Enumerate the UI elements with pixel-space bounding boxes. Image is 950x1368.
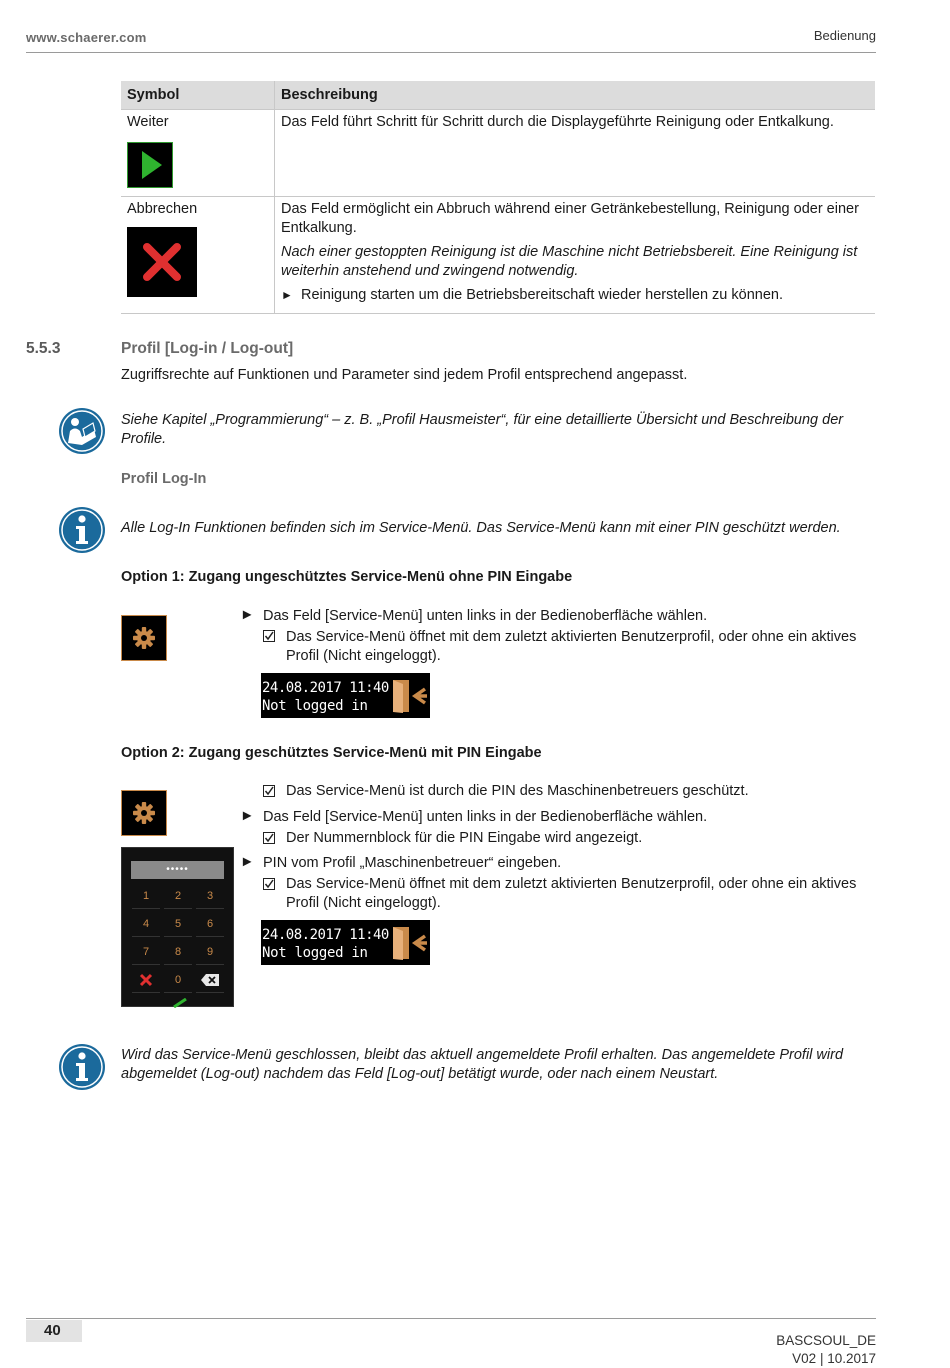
step-arrow-icon: ►	[240, 607, 255, 623]
cancel-x-icon	[127, 227, 197, 297]
step-arrow-icon: ►	[240, 854, 255, 870]
service-menu-gear-icon	[121, 790, 167, 836]
status-datetime: 24.08.2017 11:40	[262, 927, 389, 943]
info-note-login: Alle Log-In Funktionen befinden sich im Service-Menü. Das Service-Menü kann mit einer PIN geschützt werden.	[121, 520, 841, 536]
keypad-key-0: 0	[164, 968, 192, 993]
doc-version: V02 | 10.2017	[792, 1351, 876, 1366]
doc-code: BASCSOUL_DE	[776, 1333, 876, 1348]
symbol-table	[121, 81, 875, 314]
keypad-key-9: 9	[196, 940, 224, 965]
table-row	[121, 110, 875, 197]
manual-note: Siehe Kapitel „Programmierung“ – z. B. „Profil Hausmeister“, für eine detaillierte Übersicht und Beschreibung der Profile.	[121, 412, 844, 447]
footer-divider	[26, 1318, 876, 1319]
manual-reader-icon	[58, 407, 106, 455]
document-id	[776, 1332, 876, 1368]
login-door-icon	[389, 924, 429, 962]
status-text: Not logged in	[262, 945, 368, 961]
status-datetime: 24.08.2017 11:40	[262, 680, 389, 696]
play-next-icon	[127, 142, 173, 188]
description-abbrechen-note: Nach einer gestoppten Reinigung ist die Maschine nicht Betriebsbereit. Eine Reinigung ist weiterhin anstehend und zwingend notwendig.	[281, 244, 858, 279]
keypad-confirm-icon	[172, 998, 190, 1008]
header-url: www.schaerer.com	[26, 30, 147, 45]
result-checkbox-icon	[263, 831, 275, 847]
option2-result2: Das Service-Menü öffnet mit dem zuletzt aktivierten Benutzerprofil, oder ohne ein aktives Profil (Nicht eingeloggt).	[286, 876, 857, 911]
description-abbrechen: Das Feld ermöglicht ein Abbruch während einer Getränkebestellung, Reinigung oder einer Entkalkung.	[281, 201, 859, 236]
keypad-key-2: 2	[164, 884, 192, 909]
keypad-cancel-icon	[132, 968, 160, 993]
info-icon	[58, 506, 106, 554]
header-section: Bedienung	[813, 28, 876, 43]
keypad-backspace-icon	[196, 968, 224, 993]
symbol-label-weiter: Weiter	[127, 114, 169, 130]
option2-title: Option 2: Zugang geschütztes Service-Menü mit PIN Eingabe	[121, 745, 542, 761]
table-row	[121, 197, 875, 314]
keypad-key-6: 6	[196, 912, 224, 937]
pin-field: •••••	[131, 861, 224, 879]
section-number: 5.5.3	[26, 340, 61, 357]
symbol-label-abbrechen: Abbrechen	[127, 201, 198, 217]
info-icon	[58, 1043, 106, 1091]
option1-title: Option 1: Zugang ungeschütztes Service-Menü ohne PIN Eingabe	[121, 569, 573, 585]
status-text: Not logged in	[262, 698, 368, 714]
description-weiter: Das Feld führt Schritt für Schritt durch die Displaygeführte Reinigung oder Entkalkung.	[275, 110, 876, 197]
page-number: 40	[44, 1322, 61, 1339]
keypad-key-4: 4	[132, 912, 160, 937]
option2-step1: Das Feld [Service-Menü] unten links in der Bedienoberfläche wählen.	[263, 809, 708, 825]
header-divider	[26, 52, 876, 53]
option2-step2: PIN vom Profil „Maschinenbetreuer“ eingeben.	[263, 855, 562, 871]
action-arrow-icon: ►	[281, 288, 293, 302]
result-checkbox-icon	[263, 629, 275, 645]
login-status-display	[261, 920, 430, 965]
option1-step: Das Feld [Service-Menü] unten links in der Bedienoberfläche wählen.	[263, 608, 708, 624]
keypad-key-1: 1	[132, 884, 160, 909]
table-header-description: Beschreibung	[275, 81, 876, 110]
keypad-key-3: 3	[196, 884, 224, 909]
keypad-key-5: 5	[164, 912, 192, 937]
result-checkbox-icon	[263, 877, 275, 893]
option1-result: Das Service-Menü öffnet mit dem zuletzt aktivierten Benutzerprofil, oder ohne ein aktives Profil (Nicht eingeloggt).	[286, 629, 857, 664]
keypad-key-8: 8	[164, 940, 192, 965]
result-checkbox-icon	[263, 784, 275, 800]
subhead-profil-login: Profil Log-In	[121, 471, 207, 487]
login-door-icon	[389, 677, 429, 715]
service-menu-gear-icon	[121, 615, 167, 661]
step-arrow-icon: ►	[240, 808, 255, 824]
final-note: Wird das Service-Menü geschlossen, bleibt das aktuell angemeldete Profil erhalten. Das angemeldete Profil wird abgemeldet (Log-out) nachdem das Feld [Log-out] betätigt wurde, oder nach einem Neustart.	[121, 1047, 844, 1082]
keypad-key-7: 7	[132, 940, 160, 965]
section-intro: Zugriffsrechte auf Funktionen und Parameter sind jedem Profil entsprechend angepasst.	[121, 367, 688, 383]
description-abbrechen-action: Reinigung starten um die Betriebsbereitschaft wieder herstellen zu können.	[301, 287, 783, 303]
table-header-symbol: Symbol	[121, 81, 275, 110]
pin-keypad	[121, 847, 234, 1007]
login-status-display	[261, 673, 430, 718]
option2-result1: Der Nummernblock für die PIN Eingabe wird angezeigt.	[286, 830, 643, 846]
option2-precondition: Das Service-Menü ist durch die PIN des Maschinenbetreuers geschützt.	[286, 783, 749, 799]
section-title: Profil [Log-in / Log-out]	[121, 340, 294, 357]
